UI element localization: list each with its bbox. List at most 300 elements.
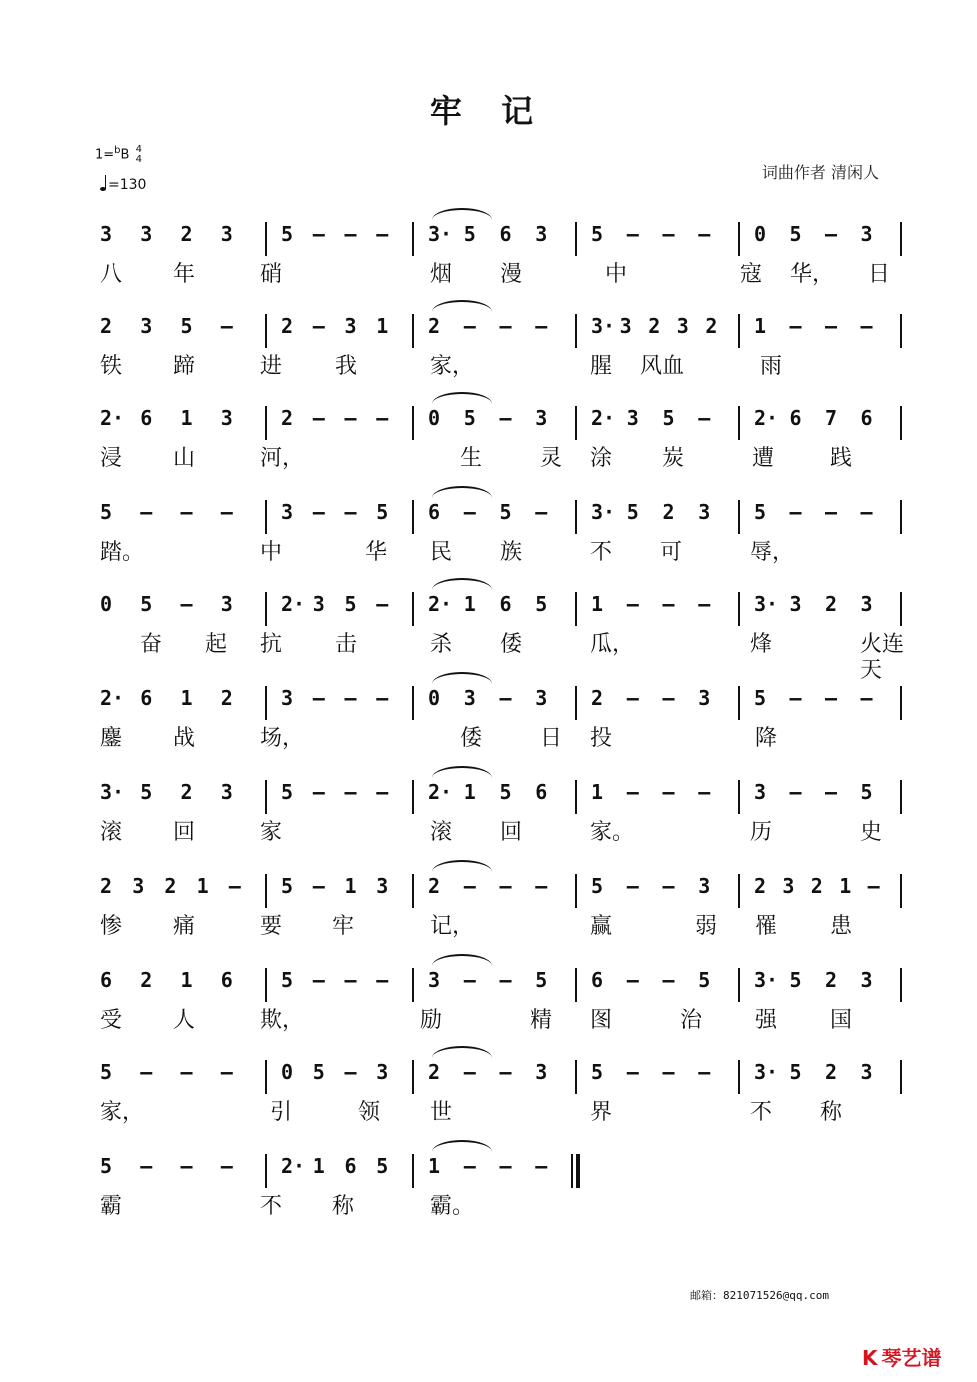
note: 3 xyxy=(619,314,632,338)
note: – xyxy=(312,874,325,898)
note: 5 xyxy=(463,406,476,430)
note: 6 xyxy=(535,780,548,804)
barline xyxy=(575,686,577,720)
note: – xyxy=(312,780,325,804)
note: 3 xyxy=(428,968,441,992)
note: – xyxy=(662,874,675,898)
lyric-word: 牢 xyxy=(332,914,355,939)
note: – xyxy=(312,222,325,246)
note: 5 xyxy=(591,222,604,246)
lyric-word: 要 xyxy=(260,914,283,939)
note: 3 xyxy=(698,686,711,710)
note: – xyxy=(860,500,873,524)
note: 2 xyxy=(281,314,294,338)
note: 3· xyxy=(591,314,616,338)
note: 2· xyxy=(428,780,453,804)
note: 3 xyxy=(698,874,711,898)
note: 1 xyxy=(463,592,476,616)
note: 5 xyxy=(591,1060,604,1084)
note: – xyxy=(662,686,675,710)
note: – xyxy=(463,1060,476,1084)
notation-row xyxy=(100,220,910,264)
lyric-word: 国 xyxy=(830,1008,853,1033)
note: – xyxy=(789,314,802,338)
lyric-word: 浸 xyxy=(100,446,123,471)
lyric-word: 可 xyxy=(660,540,683,565)
note: 1 xyxy=(591,592,604,616)
note: – xyxy=(463,500,476,524)
lyric-word: 不 xyxy=(590,540,613,565)
note: – xyxy=(535,874,548,898)
barline xyxy=(265,968,267,1002)
note: – xyxy=(463,1154,476,1178)
lyric-word: 精 xyxy=(530,1008,553,1033)
barline xyxy=(738,314,740,348)
barline xyxy=(575,592,577,626)
tempo-value: =130 xyxy=(108,177,147,193)
lyric-word: 遭 xyxy=(752,446,775,471)
notation-row xyxy=(100,1152,910,1196)
note: – xyxy=(344,1060,357,1084)
notation-row xyxy=(100,966,910,1010)
note: 2 xyxy=(100,874,113,898)
barline xyxy=(412,874,414,908)
notation-row xyxy=(100,778,910,822)
lyric-word: 寇 xyxy=(740,262,763,287)
note: – xyxy=(626,592,639,616)
author-credit: 词曲作者 清闲人 xyxy=(761,163,879,182)
note: – xyxy=(825,222,838,246)
note: 5 xyxy=(100,500,113,524)
note: 3· xyxy=(754,968,779,992)
note: – xyxy=(180,500,193,524)
note: 2 xyxy=(220,686,233,710)
barline xyxy=(412,1060,414,1094)
site-logo xyxy=(862,1342,942,1371)
lyric-word: 家 xyxy=(260,820,283,845)
time-bottom: 4 xyxy=(135,153,142,165)
barline xyxy=(900,222,902,256)
lyric-word: 欺， xyxy=(260,1008,305,1033)
note: 3 xyxy=(789,592,802,616)
note: 2· xyxy=(100,406,125,430)
note: – xyxy=(180,592,193,616)
note: 2· xyxy=(281,592,306,616)
note: – xyxy=(626,968,639,992)
note: 3 xyxy=(535,406,548,430)
note: 3 xyxy=(312,592,325,616)
contact-email: 邮箱：821071526@qq.com xyxy=(690,1289,829,1302)
lyric-word: 场， xyxy=(260,726,305,751)
lyric-word: 不 xyxy=(750,1100,773,1125)
note: 5 xyxy=(281,222,294,246)
note: – xyxy=(463,314,476,338)
barline xyxy=(738,500,740,534)
note: – xyxy=(698,406,711,430)
note: – xyxy=(344,222,357,246)
note: – xyxy=(312,500,325,524)
note: 5 xyxy=(789,1060,802,1084)
lyric-word: 起 xyxy=(205,632,228,657)
slur-mark xyxy=(432,672,492,684)
note: – xyxy=(825,780,838,804)
barline xyxy=(575,500,577,534)
slur-mark xyxy=(432,578,492,590)
lyric-word: 倭 xyxy=(460,726,483,751)
barline xyxy=(900,968,902,1002)
lyric-word: 霸。 xyxy=(430,1194,475,1219)
note: 2 xyxy=(810,874,823,898)
note: 5 xyxy=(499,780,512,804)
barline xyxy=(265,500,267,534)
note: 5 xyxy=(344,592,357,616)
lyric-word: 腥 xyxy=(590,354,613,379)
note: 5 xyxy=(376,1154,389,1178)
note: – xyxy=(344,686,357,710)
notation-row xyxy=(100,1058,910,1102)
barline xyxy=(738,874,740,908)
lyric-word: 奋 xyxy=(140,632,163,657)
note: – xyxy=(860,314,873,338)
lyric-word: 回 xyxy=(173,820,196,845)
note: – xyxy=(698,592,711,616)
lyric-word: 鏖 xyxy=(100,726,123,751)
lyric-row xyxy=(100,914,910,950)
note: 5 xyxy=(626,500,639,524)
note: 2 xyxy=(281,406,294,430)
note: 3 xyxy=(376,874,389,898)
note: – xyxy=(376,222,389,246)
note: 3 xyxy=(140,222,153,246)
lyric-word: 人 xyxy=(173,1008,196,1033)
note: – xyxy=(499,686,512,710)
lyric-word: 蹄 xyxy=(173,354,196,379)
note: 3 xyxy=(860,592,873,616)
lyric-word: 华， xyxy=(790,262,835,287)
slur-mark xyxy=(432,208,492,220)
note: 2 xyxy=(180,222,193,246)
note: 1 xyxy=(180,686,193,710)
note: 2 xyxy=(164,874,177,898)
note: – xyxy=(789,686,802,710)
barline xyxy=(265,874,267,908)
note: 5 xyxy=(535,968,548,992)
note: 2 xyxy=(754,874,767,898)
barline xyxy=(265,780,267,814)
lyric-word: 烟 xyxy=(430,262,453,287)
note: – xyxy=(312,314,325,338)
lyric-word: 领 xyxy=(358,1100,381,1125)
lyric-word: 界 xyxy=(590,1100,613,1125)
note: 5 xyxy=(140,592,153,616)
note: 2 xyxy=(825,592,838,616)
note: – xyxy=(376,780,389,804)
note: 2 xyxy=(140,968,153,992)
note: 2· xyxy=(428,592,453,616)
note: 7 xyxy=(825,406,838,430)
note: – xyxy=(180,1154,193,1178)
note: 3 xyxy=(220,592,233,616)
note: 2 xyxy=(662,500,675,524)
lyric-word: 杀 xyxy=(430,632,453,657)
note: 2 xyxy=(825,1060,838,1084)
lyric-row xyxy=(100,354,910,390)
note: 5 xyxy=(281,874,294,898)
note: 1 xyxy=(376,314,389,338)
lyric-word: 华 xyxy=(365,540,388,565)
note: – xyxy=(860,686,873,710)
note: 5 xyxy=(860,780,873,804)
lyric-row xyxy=(100,1008,910,1044)
barline xyxy=(738,1060,740,1094)
lyric-word: 抗 xyxy=(260,632,283,657)
note: 1 xyxy=(428,1154,441,1178)
note: 3 xyxy=(754,780,767,804)
barline xyxy=(575,222,577,256)
lyric-word: 世 xyxy=(430,1100,453,1125)
lyric-word: 回 xyxy=(500,820,523,845)
note: 0 xyxy=(281,1060,294,1084)
lyric-word: 日 xyxy=(868,262,891,287)
note: – xyxy=(376,968,389,992)
note: 2 xyxy=(705,314,718,338)
lyric-word: 烽 xyxy=(750,632,773,657)
lyric-row xyxy=(100,726,910,762)
barline xyxy=(575,406,577,440)
note: – xyxy=(220,1154,233,1178)
note: 6 xyxy=(591,968,604,992)
key-signature xyxy=(95,142,142,165)
lyric-word: 史 xyxy=(860,820,883,845)
slur-mark xyxy=(432,954,492,966)
note: 3· xyxy=(428,222,453,246)
lyric-word: 滚 xyxy=(430,820,453,845)
note: 2 xyxy=(100,314,113,338)
note: 6 xyxy=(220,968,233,992)
barline xyxy=(412,314,414,348)
lyric-row xyxy=(100,1194,910,1230)
note: 1 xyxy=(196,874,209,898)
note: 3 xyxy=(132,874,145,898)
note: 6 xyxy=(860,406,873,430)
lyric-word: 击 xyxy=(335,632,358,657)
lyric-word: 称 xyxy=(820,1100,843,1125)
barline xyxy=(265,1060,267,1094)
note: – xyxy=(535,1154,548,1178)
lyric-word: 山 xyxy=(173,446,196,471)
barline xyxy=(412,406,414,440)
quarter-note-icon xyxy=(100,175,106,191)
lyric-word: 称 xyxy=(332,1194,355,1219)
final-barline xyxy=(571,1154,581,1188)
note: 6 xyxy=(499,222,512,246)
lyric-word: 患 xyxy=(830,914,853,939)
note: 3 xyxy=(220,222,233,246)
lyric-word: 漫 xyxy=(500,262,523,287)
barline xyxy=(265,1154,267,1188)
slur-mark xyxy=(432,1140,492,1152)
lyric-word: 投 xyxy=(590,726,613,751)
lyric-word: 进 xyxy=(260,354,283,379)
note: 2 xyxy=(591,686,604,710)
lyric-word: 辱， xyxy=(750,540,795,565)
slur-mark xyxy=(432,1046,492,1058)
note: 5 xyxy=(312,1060,325,1084)
note: 3 xyxy=(376,1060,389,1084)
lyric-word: 滚 xyxy=(100,820,123,845)
barline xyxy=(265,314,267,348)
note: 5 xyxy=(535,592,548,616)
barline xyxy=(412,686,414,720)
note: – xyxy=(344,406,357,430)
note: 3 xyxy=(626,406,639,430)
note: 5 xyxy=(754,500,767,524)
barline xyxy=(900,780,902,814)
lyric-word: 涂 xyxy=(590,446,613,471)
note: – xyxy=(825,500,838,524)
note: 2 xyxy=(428,874,441,898)
note: 3· xyxy=(591,500,616,524)
note: 3 xyxy=(535,1060,548,1084)
lyric-word: 励 xyxy=(420,1008,443,1033)
note: 0 xyxy=(428,686,441,710)
note: – xyxy=(220,500,233,524)
note: 2 xyxy=(428,1060,441,1084)
lyric-word: 家。 xyxy=(590,820,635,845)
lyric-word: 生 xyxy=(460,446,483,471)
lyric-word: 踏。 xyxy=(100,540,145,565)
note: 5 xyxy=(140,780,153,804)
note: 3 xyxy=(676,314,689,338)
note: 0 xyxy=(100,592,113,616)
logo-mark-icon: K xyxy=(862,1346,878,1370)
note: 3· xyxy=(754,1060,779,1084)
barline xyxy=(900,874,902,908)
lyric-word: 受 xyxy=(100,1008,123,1033)
lyric-word: 雨 xyxy=(760,354,783,379)
note: – xyxy=(499,314,512,338)
lyric-row xyxy=(100,820,910,856)
barline xyxy=(738,686,740,720)
note: – xyxy=(698,1060,711,1084)
note: – xyxy=(180,1060,193,1084)
note: – xyxy=(220,314,233,338)
lyric-word: 家， xyxy=(100,1100,145,1125)
note: 1 xyxy=(180,406,193,430)
lyric-word: 强 xyxy=(755,1008,778,1033)
lyric-word: 罹 xyxy=(755,914,778,939)
note: 0 xyxy=(754,222,767,246)
lyric-row xyxy=(100,1100,910,1136)
notation-row xyxy=(100,312,910,356)
lyric-word: 图 xyxy=(590,1008,613,1033)
note: 0 xyxy=(428,406,441,430)
lyric-word: 灵 xyxy=(540,446,563,471)
barline xyxy=(900,592,902,626)
note: – xyxy=(140,1060,153,1084)
note: – xyxy=(535,314,548,338)
lyric-word: 历 xyxy=(750,820,773,845)
note: 6 xyxy=(140,406,153,430)
note: – xyxy=(228,874,241,898)
note: 5 xyxy=(376,500,389,524)
note: – xyxy=(789,780,802,804)
notation-row xyxy=(100,498,910,542)
note: – xyxy=(825,686,838,710)
lyric-row xyxy=(100,632,910,683)
note: – xyxy=(662,968,675,992)
barline xyxy=(738,592,740,626)
note: 5 xyxy=(591,874,604,898)
note: – xyxy=(140,1154,153,1178)
time-top: 4 xyxy=(135,143,142,155)
lyric-row xyxy=(100,540,910,576)
barline xyxy=(412,968,414,1002)
lyric-word: 倭 xyxy=(500,632,523,657)
note: 3· xyxy=(100,780,125,804)
barline xyxy=(412,222,414,256)
lyric-word: 降 xyxy=(755,726,778,751)
note: 5 xyxy=(100,1060,113,1084)
note: 3 xyxy=(100,222,113,246)
note: – xyxy=(312,406,325,430)
barline xyxy=(412,1154,414,1188)
note: 3 xyxy=(220,406,233,430)
note: – xyxy=(662,1060,675,1084)
barline xyxy=(265,686,267,720)
note: 2· xyxy=(281,1154,306,1178)
lyric-word: 霸 xyxy=(100,1194,123,1219)
barline xyxy=(575,780,577,814)
note: – xyxy=(463,968,476,992)
note: – xyxy=(140,500,153,524)
lyric-word: 中 xyxy=(605,262,628,287)
lyric-word: 我 xyxy=(335,354,358,379)
barline xyxy=(265,592,267,626)
note: – xyxy=(626,1060,639,1084)
note: 2 xyxy=(428,314,441,338)
note: – xyxy=(376,592,389,616)
tempo-mark xyxy=(100,175,146,193)
notation-row xyxy=(100,404,910,448)
time-signature xyxy=(136,145,142,165)
note: – xyxy=(626,874,639,898)
note: 2 xyxy=(180,780,193,804)
lyric-word: 记， xyxy=(430,914,475,939)
note: – xyxy=(499,968,512,992)
note: 3 xyxy=(281,500,294,524)
note: 5 xyxy=(281,780,294,804)
lyric-word: 弱 xyxy=(695,914,718,939)
barline xyxy=(575,968,577,1002)
lyric-word: 家， xyxy=(430,354,475,379)
note: – xyxy=(376,406,389,430)
lyric-word: 硝 xyxy=(260,262,283,287)
logo-text: 琴艺谱 xyxy=(881,1346,942,1370)
note: – xyxy=(499,1060,512,1084)
note: 6 xyxy=(140,686,153,710)
barline xyxy=(575,1060,577,1094)
note: 5 xyxy=(463,222,476,246)
note: 3 xyxy=(220,780,233,804)
note: – xyxy=(499,1154,512,1178)
lyric-word: 引 xyxy=(270,1100,293,1125)
score-title: 牢 记 xyxy=(429,92,548,130)
note: 3 xyxy=(281,686,294,710)
barline xyxy=(412,780,414,814)
lyric-word: 中 xyxy=(260,540,283,565)
lyric-word: 风血 xyxy=(640,354,685,379)
